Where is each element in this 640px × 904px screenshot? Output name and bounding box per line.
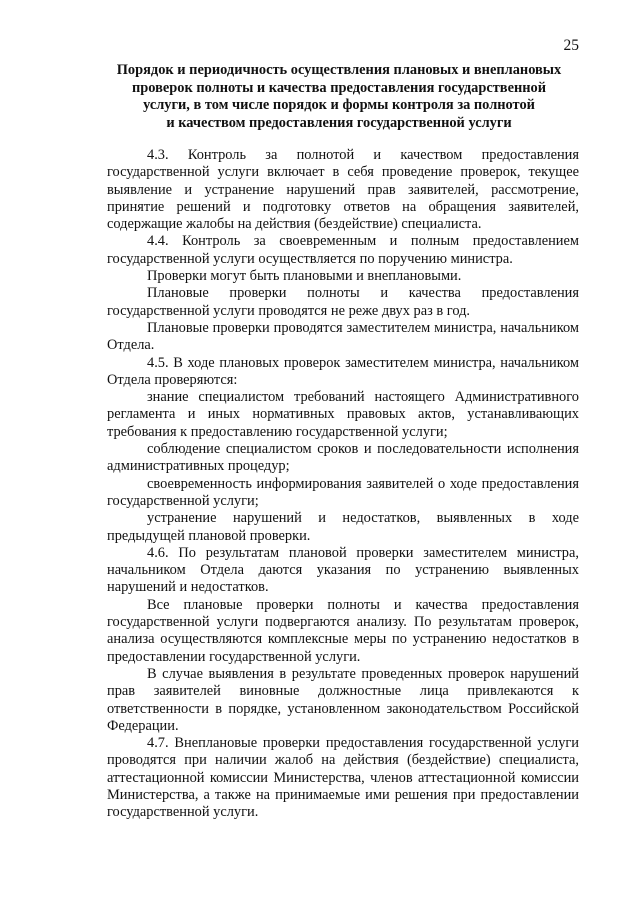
paragraph: Плановые проверки проводятся заместителем министра, начальником Отдела. (107, 319, 579, 354)
paragraph-4-7: 4.7. Внеплановые проверки предоставления государственной услуги проводятся при наличии жалоб на действия (бездействие) специалиста, аттестационной комиссии Министерства, членов аттестационной комиссии Министерства, а также на принимаемые ими решения при предоставлении государственной услуги. (107, 735, 579, 821)
paragraph-4-4: 4.4. Контроль за своевременным и полным предоставлением государственной услуги осуществляется по поручению министра. (107, 233, 579, 267)
list-item: знание специалистом требований настоящего Административного регламента и иных нормативных правовых актов, устанавливающих требования к предоставлению государственной услуги; (107, 389, 579, 440)
body-text (107, 147, 579, 822)
paragraph: Плановые проверки полноты и качества предоставления государственной услуги проводятся не реже двух раз в год. (107, 285, 579, 319)
heading-line: Порядок и периодичность осуществления плановых и внеплановых (116, 62, 562, 78)
paragraph: Проверки могут быть плановыми и внеплановыми. (147, 268, 462, 285)
heading-line: и качеством предоставления государственной услуги (166, 114, 512, 131)
heading-line: проверок полноты и качества предоставления государственной (131, 79, 547, 96)
page-number: 25 (563, 37, 579, 54)
list-item: своевременность информирования заявителей о ходе предоставления государственной услуги; (107, 475, 579, 509)
section-heading (100, 62, 578, 132)
paragraph-4-5: 4.5. В ходе плановых проверок заместителем министра, начальником Отдела проверяются: (107, 354, 579, 388)
paragraph: Все плановые проверки полноты и качества предоставления государственной услуги подвергаются анализу. По результатам проверок, анализа осуществляются комплексные меры по устранению недостатков в предоставлении государственной услуги. (107, 596, 579, 665)
list-item: устранение нарушений и недостатков, выявленных в ходе предыдущей плановой проверки. (107, 510, 579, 544)
heading-line: услуги, в том числе порядок и формы контроля за полнотой (143, 97, 535, 114)
paragraph-4-3: 4.3. Контроль за полнотой и качеством предоставления государственной услуги включает в себя проведение проверок, текущее выявление и устранение нарушений прав заявителей, рассмотрение, принятие решений и подготовку ответов на обращения заявителей, содержащие жалобы на действия (бездействие) специалиста. (107, 147, 579, 233)
list-item: соблюдение специалистом сроков и последовательности исполнения административных процедур; (107, 441, 579, 475)
paragraph: В случае выявления в результате проведенных проверок нарушений прав заявителей виновные должностные лица привлекаются к ответственности в порядке, установленном законодательством Российской Федерации. (107, 665, 579, 734)
paragraph-4-6: 4.6. По результатам плановой проверки заместителем министра, начальником Отдела даются указания по устранению выявленных нарушений и недостатков. (107, 544, 579, 596)
